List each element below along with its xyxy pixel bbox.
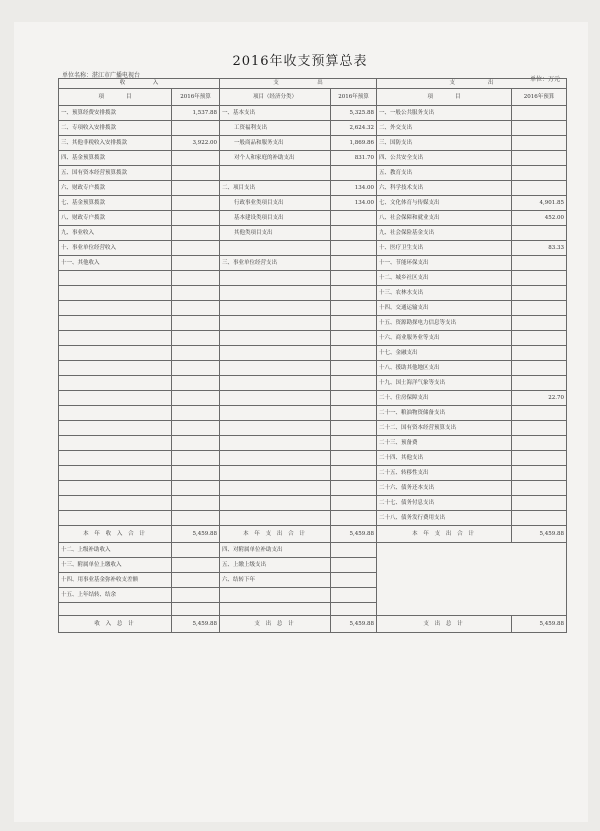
expense2-item: 二十、住房保障支出 [377, 391, 512, 406]
income-value [172, 511, 220, 526]
expense-header: 支 出 [220, 79, 377, 89]
income-value [172, 316, 220, 331]
expense2-value [512, 496, 567, 511]
expense-value: 831.70 [331, 151, 377, 166]
expense-item [220, 361, 331, 376]
income-value [172, 573, 220, 588]
table-row [59, 136, 567, 151]
table-row [59, 466, 567, 481]
income-item [59, 511, 172, 526]
income-value [172, 391, 220, 406]
budget-header-3: 2016年预算 [512, 89, 567, 106]
blank-cell [220, 603, 331, 616]
expense-value [331, 331, 377, 346]
expense-item [220, 301, 331, 316]
table-row [59, 543, 567, 558]
expense2-item: 七、文化体育与传媒支出 [377, 196, 512, 211]
expense-value [331, 558, 377, 573]
expense-item: 其他类项目支出 [220, 226, 331, 241]
income-value [172, 466, 220, 481]
item-header: 项 目 [59, 89, 172, 106]
expense2-header: 支 出 [377, 79, 567, 89]
expense-item: 一、基本支出 [220, 106, 331, 121]
unit-money-label: 单位：万元 [529, 76, 560, 83]
income-item: 十一、其他收入 [59, 256, 172, 271]
income-header: 收 入 [59, 79, 220, 89]
expense2-value [512, 481, 567, 496]
expense-value [331, 436, 377, 451]
budget-header-2: 2016年预算 [331, 89, 377, 106]
expense-value [331, 301, 377, 316]
total-row [59, 526, 567, 543]
table-row [59, 316, 567, 331]
expense2-item: 四、公共安全支出 [377, 151, 512, 166]
income-total-label: 本 年 收 入 合 计 [59, 526, 172, 543]
expense-value [331, 573, 377, 588]
expense-value [331, 451, 377, 466]
income-item: 十四、用事业基金弥补收支差额 [59, 573, 172, 588]
income-item [59, 376, 172, 391]
expense2-grand-value: 5,459.88 [512, 616, 567, 633]
expense2-item: 五、教育支出 [377, 166, 512, 181]
expense-item: 三、事业单位经营支出 [220, 256, 331, 271]
income-item: 七、基金预算拨款 [59, 196, 172, 211]
income-value [172, 543, 220, 558]
expense2-value [512, 286, 567, 301]
table-row [59, 511, 567, 526]
income-item: 十五、上年结转、结余 [59, 588, 172, 603]
income-item: 十、事业单位经营收入 [59, 241, 172, 256]
expense2-value [512, 121, 567, 136]
expense2-item: 十九、国土海洋气象等支出 [377, 376, 512, 391]
expense2-item: 一、一般公共服务支出 [377, 106, 512, 121]
table-row [59, 406, 567, 421]
income-item: 一、预算经费安排拨款 [59, 106, 172, 121]
expense-item: 工资福利支出 [220, 121, 331, 136]
expense-value: 2,624.32 [331, 121, 377, 136]
expense-value [331, 421, 377, 436]
expense-item [220, 406, 331, 421]
expense2-value [512, 181, 567, 196]
expense-value [331, 256, 377, 271]
grand-total-row [59, 616, 567, 633]
blank-cell [331, 603, 377, 616]
expense2-value [512, 451, 567, 466]
item2-header: 项 目 [377, 89, 512, 106]
table-row [59, 376, 567, 391]
income-item: 六、财政专户拨款 [59, 181, 172, 196]
table-row [59, 361, 567, 376]
income-value [172, 331, 220, 346]
expense-item [220, 376, 331, 391]
table-row [59, 301, 567, 316]
expense2-value: 83.33 [512, 241, 567, 256]
expense-value [331, 543, 377, 558]
table-row [59, 481, 567, 496]
income-value [172, 226, 220, 241]
expense-value: 134.00 [331, 181, 377, 196]
expense2-item: 十四、交通运输支出 [377, 301, 512, 316]
income-item: 二、专项收入安排拨款 [59, 121, 172, 136]
expense2-item: 二十一、粮油物资储备支出 [377, 406, 512, 421]
table-row [59, 196, 567, 211]
expense-value [331, 391, 377, 406]
expense2-total-label: 本 年 支 出 合 计 [377, 526, 512, 543]
expense-value [331, 466, 377, 481]
expense-item: 六、结转下年 [220, 573, 331, 588]
expense-value [331, 211, 377, 226]
table-row [59, 271, 567, 286]
income-value [172, 166, 220, 181]
expense-item: 基本建设类项目支出 [220, 211, 331, 226]
expense-grand-label: 支 出 总 计 [220, 616, 331, 633]
income-item: 九、事业收入 [59, 226, 172, 241]
income-value [172, 271, 220, 286]
expense2-value [512, 301, 567, 316]
expense2-value [512, 421, 567, 436]
expense-value [331, 361, 377, 376]
expense2-value [512, 376, 567, 391]
income-value [172, 481, 220, 496]
table-row [59, 496, 567, 511]
expense-value [331, 376, 377, 391]
table-row [59, 436, 567, 451]
income-total-value: 5,459.88 [172, 526, 220, 543]
expense-item [220, 286, 331, 301]
income-item [59, 421, 172, 436]
expense2-value [512, 151, 567, 166]
table-row [59, 211, 567, 226]
expense2-item: 二十七、债务付息支出 [377, 496, 512, 511]
expense2-item: 二、外交支出 [377, 121, 512, 136]
income-item [59, 481, 172, 496]
expense-value [331, 271, 377, 286]
expense-value [331, 406, 377, 421]
income-value [172, 376, 220, 391]
expense2-value [512, 406, 567, 421]
expense2-item: 十八、援助其他地区支出 [377, 361, 512, 376]
blank-area [377, 543, 567, 616]
unit-org-label: 单位名称：湛江市广播电视台 [62, 72, 141, 79]
expense2-value [512, 316, 567, 331]
expense2-value [512, 256, 567, 271]
income-item [59, 451, 172, 466]
expense-value [331, 481, 377, 496]
table-row [59, 421, 567, 436]
income-value: 1,537.88 [172, 106, 220, 121]
income-value [172, 256, 220, 271]
table-row [59, 181, 567, 196]
income-item [59, 316, 172, 331]
econ-item-header: 项目（经济分类） [220, 89, 331, 106]
expense-item [220, 421, 331, 436]
income-grand-value: 5,459.88 [172, 616, 220, 633]
expense-value [331, 286, 377, 301]
income-value [172, 121, 220, 136]
expense-item [220, 241, 331, 256]
table-row [59, 121, 567, 136]
income-item [59, 361, 172, 376]
income-value [172, 286, 220, 301]
income-item: 四、基金预算拨款 [59, 151, 172, 166]
income-value [172, 361, 220, 376]
expense2-value [512, 466, 567, 481]
expense-item [220, 346, 331, 361]
expense2-item: 二十八、债务发行费用支出 [377, 511, 512, 526]
income-grand-label: 收 入 总 计 [59, 616, 172, 633]
income-item [59, 496, 172, 511]
expense2-value: 22.70 [512, 391, 567, 406]
expense2-item: 六、科学技术支出 [377, 181, 512, 196]
income-item [59, 436, 172, 451]
table-row [59, 391, 567, 406]
expense2-value: 4,901.85 [512, 196, 567, 211]
income-item: 十二、上级补助收入 [59, 543, 172, 558]
expense-value [331, 496, 377, 511]
expense-value: 1,869.86 [331, 136, 377, 151]
income-value [172, 496, 220, 511]
expense2-value [512, 361, 567, 376]
expense-item: 一般商品和服务支出 [220, 136, 331, 151]
expense2-item: 十二、城乡社区支出 [377, 271, 512, 286]
income-item: 五、国有资本经营预算拨款 [59, 166, 172, 181]
income-value [172, 451, 220, 466]
page-title: 2016年收支预算总表 [232, 54, 368, 69]
expense2-item: 十、医疗卫生支出 [377, 241, 512, 256]
expense2-item: 二十五、转移性支出 [377, 466, 512, 481]
expense2-item: 三、国防支出 [377, 136, 512, 151]
expense-total-label: 本 年 支 出 合 计 [220, 526, 331, 543]
income-item [59, 466, 172, 481]
income-item [59, 346, 172, 361]
expense-item [220, 391, 331, 406]
expense2-item: 二十四、其他支出 [377, 451, 512, 466]
blank-cell [172, 603, 220, 616]
expense-value [331, 346, 377, 361]
expense2-value [512, 511, 567, 526]
expense-value [331, 316, 377, 331]
expense-item [220, 451, 331, 466]
expense2-value: 452.00 [512, 211, 567, 226]
income-item: 三、其他非税收入安排拨款 [59, 136, 172, 151]
expense-item [220, 271, 331, 286]
table-row [59, 256, 567, 271]
table-row [59, 331, 567, 346]
table-row [59, 166, 567, 181]
income-value [172, 346, 220, 361]
expense-item [220, 588, 331, 603]
expense-item [220, 511, 331, 526]
expense-value [331, 241, 377, 256]
expense2-item: 八、社会保障和就业支出 [377, 211, 512, 226]
income-item [59, 331, 172, 346]
income-value [172, 241, 220, 256]
income-value [172, 436, 220, 451]
expense-value [331, 166, 377, 181]
income-value [172, 181, 220, 196]
expense2-item: 十五、资源勘探电力信息等支出 [377, 316, 512, 331]
expense2-total-value: 5,459.88 [512, 526, 567, 543]
income-value [172, 301, 220, 316]
table-row [59, 346, 567, 361]
income-value [172, 558, 220, 573]
table-row [59, 451, 567, 466]
income-value: 3,922.00 [172, 136, 220, 151]
budget-table [58, 78, 567, 633]
table-row [59, 106, 567, 121]
blank-cell [59, 603, 172, 616]
expense2-value [512, 136, 567, 151]
expense-item [220, 331, 331, 346]
header-row-1 [59, 79, 567, 89]
expense-item: 对个人和家庭的补助支出 [220, 151, 331, 166]
income-item [59, 271, 172, 286]
expense-grand-value: 5,459.88 [331, 616, 377, 633]
expense-item [220, 316, 331, 331]
expense2-value [512, 331, 567, 346]
expense2-item: 十七、金融支出 [377, 346, 512, 361]
expense-item: 四、对附属单位补助支出 [220, 543, 331, 558]
expense2-item: 二十六、债务还本支出 [377, 481, 512, 496]
income-item [59, 391, 172, 406]
expense-item [220, 436, 331, 451]
expense2-value [512, 271, 567, 286]
income-item: 八、财政专户拨款 [59, 211, 172, 226]
expense-item [220, 481, 331, 496]
income-item: 十三、附属单位上缴收入 [59, 558, 172, 573]
expense-value [331, 511, 377, 526]
income-value [172, 421, 220, 436]
expense2-value [512, 106, 567, 121]
expense2-item: 九、社会保险基金支出 [377, 226, 512, 241]
table-row [59, 241, 567, 256]
expense2-item: 二十三、预备费 [377, 436, 512, 451]
expense-value: 134.00 [331, 196, 377, 211]
expense-item [220, 466, 331, 481]
income-item [59, 406, 172, 421]
expense2-item: 二十二、国有资本经营预算支出 [377, 421, 512, 436]
expense2-grand-label: 支 出 总 计 [377, 616, 512, 633]
income-value [172, 588, 220, 603]
budget-header: 2016年预算 [172, 89, 220, 106]
income-value [172, 406, 220, 421]
expense2-item: 十六、商业服务业等支出 [377, 331, 512, 346]
expense-value: 5,325.88 [331, 106, 377, 121]
income-value [172, 151, 220, 166]
income-item [59, 301, 172, 316]
expense2-value [512, 166, 567, 181]
expense2-item: 十一、节能环保支出 [377, 256, 512, 271]
expense-total-value: 5,459.88 [331, 526, 377, 543]
expense-value [331, 588, 377, 603]
expense-item: 行政事业类项目支出 [220, 196, 331, 211]
income-value [172, 196, 220, 211]
table-row [59, 151, 567, 166]
header-row-2 [59, 89, 567, 106]
expense2-value [512, 436, 567, 451]
expense2-item: 十三、农林水支出 [377, 286, 512, 301]
expense-value [331, 226, 377, 241]
expense-item: 五、上缴上级支出 [220, 558, 331, 573]
income-value [172, 211, 220, 226]
expense2-value [512, 346, 567, 361]
expense-item [220, 166, 331, 181]
table-row [59, 226, 567, 241]
expense2-value [512, 226, 567, 241]
table-row [59, 286, 567, 301]
expense-item: 二、项目支出 [220, 181, 331, 196]
income-item [59, 286, 172, 301]
expense-item [220, 496, 331, 511]
